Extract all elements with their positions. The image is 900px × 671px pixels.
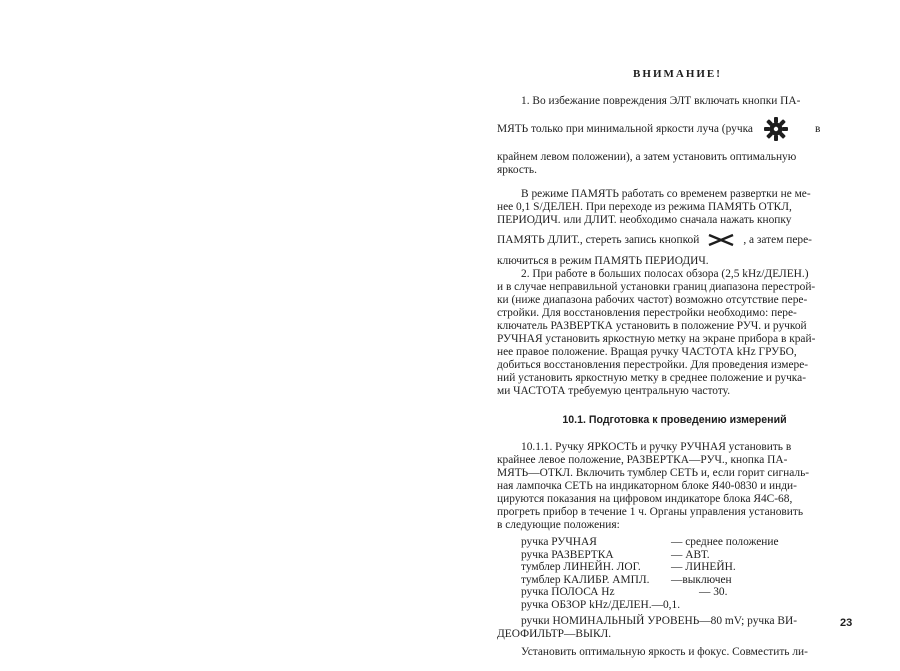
text-line: В режиме ПАМЯТЬ работать со временем развертки не ме- <box>521 188 811 200</box>
settings-item <box>521 561 852 574</box>
text-line: ми ЧАСТОТА требуемую центральную частоту. <box>497 385 731 397</box>
warning-item-2 <box>497 268 852 398</box>
text-line: крайнее левое положение, РАЗВЕРТКА—РУЧ., кнопка ПА- <box>497 454 788 466</box>
settings-value: —выключен <box>671 573 732 586</box>
warning-paragraph-memory <box>497 188 852 268</box>
text-line: в <box>815 122 821 135</box>
text-line: Установить оптимальную яркость и фокус. Совместить ли- <box>521 646 808 658</box>
settings-control: тумблер КАЛИБР. АМПЛ. <box>521 573 650 586</box>
text-line: ная лампочка СЕТЬ на индикаторном блоке Я40-0830 и инди- <box>497 480 797 492</box>
text-line: в следующие положения: <box>497 519 620 531</box>
text-line: МЯТЬ—ОТКЛ. Включить тумблер СЕТЬ и, если горит сигналь- <box>497 467 810 479</box>
text-line: ПЕРИОДИЧ. или ДЛИТ. необходимо сначала нажать кнопку <box>497 214 792 226</box>
text-line: ний установить яркостную метку в среднее положение и ручка- <box>497 372 807 384</box>
settings-list <box>521 536 852 611</box>
settings-item <box>521 574 852 587</box>
text-line: цируются показания на цифровом индикаторе блока Я4С-68, <box>497 493 793 505</box>
text-line: крайнем левом положении), а затем установить оптимальную <box>497 151 797 163</box>
paragraph-10-1-1 <box>497 441 852 532</box>
settings-value: —0,1. <box>651 598 681 611</box>
text-line: РУЧНАЯ установить яркостную метку на экране прибора в край- <box>497 333 816 345</box>
paragraph-tail <box>497 615 852 659</box>
settings-value: — АВТ. <box>671 548 710 561</box>
settings-control: тумблер ЛИНЕЙН. ЛОГ. <box>521 561 641 573</box>
text-line: прогреть прибор в течение 1 ч. Органы управления установить <box>497 506 804 518</box>
settings-value: — среднее положение <box>671 536 779 548</box>
text-line: 10.1.1. Ручку ЯРКОСТЬ и ручку РУЧНАЯ установить в <box>521 441 792 453</box>
settings-item <box>521 536 852 549</box>
settings-value: — 30. <box>699 586 728 598</box>
erase-x-icon <box>707 233 735 247</box>
text-line: ки (ниже диапазона рабочих частот) возможно отсутствие пере- <box>497 294 808 306</box>
text-line: ключиться в режим ПАМЯТЬ ПЕРИОДИЧ. <box>497 255 709 267</box>
text-line: ключатель РАЗВЕРТКА установить в положение РУЧ. и ручкой <box>497 320 807 332</box>
text-line: нее 0,1 S/ДЕЛЕН. При переходе из режима ПАМЯТЬ ОТКЛ, <box>497 201 792 213</box>
text-line: ПАМЯТЬ ДЛИТ., стереть запись кнопкой <box>497 233 700 246</box>
settings-control: ручка ОБЗОР kHz/ДЕЛЕН. <box>521 598 652 611</box>
settings-control: ручка ПОЛОСА Hz <box>521 586 615 598</box>
brightness-gear-icon <box>763 116 789 142</box>
text-line: 2. При работе в больших полосах обзора (2,5 kHz/ДЕЛЕН.) <box>521 268 809 280</box>
text-line: , а затем пере- <box>743 233 812 246</box>
settings-item <box>521 586 852 599</box>
text-line: МЯТЬ только при минимальной яркости луча (ручка <box>497 122 753 135</box>
warning-item-1 <box>497 95 852 177</box>
text-line: яркость. <box>497 164 537 176</box>
text-line: и в случае неправильной установки границ диапазона перестрой- <box>497 281 816 293</box>
settings-control: ручка РУЧНАЯ <box>521 536 597 548</box>
settings-control: ручка РАЗВЕРТКА <box>521 548 614 561</box>
text-line: 1. Во избежание повреждения ЭЛТ включать кнопки ПА- <box>521 95 801 107</box>
settings-value: — ЛИНЕЙН. <box>671 561 736 573</box>
text-line: ДЕОФИЛЬТР—ВЫКЛ. <box>497 628 612 640</box>
settings-item <box>521 549 852 562</box>
settings-item <box>521 599 852 612</box>
text-column <box>497 58 852 659</box>
text-line: стройки. Для восстановления перестройки необходимо: пере- <box>497 307 797 319</box>
text-line: нее правое положение. Вращая ручку ЧАСТОТА kHz ГРУБО, <box>497 346 797 358</box>
text-line-with-icon <box>497 116 852 142</box>
text-line-with-icon <box>497 233 852 247</box>
page-number: 23 <box>840 617 853 629</box>
text-line: добиться восстановления перестройки. Для проведения измере- <box>497 359 809 371</box>
text-line: ручки НОМИНАЛЬНЫЙ УРОВЕНЬ—80 mV; ручка ВИ- <box>521 615 798 627</box>
section-title: 10.1. Подготовка к проведению измерений <box>562 414 787 426</box>
warning-heading: ВНИМАНИЕ! <box>633 68 722 80</box>
